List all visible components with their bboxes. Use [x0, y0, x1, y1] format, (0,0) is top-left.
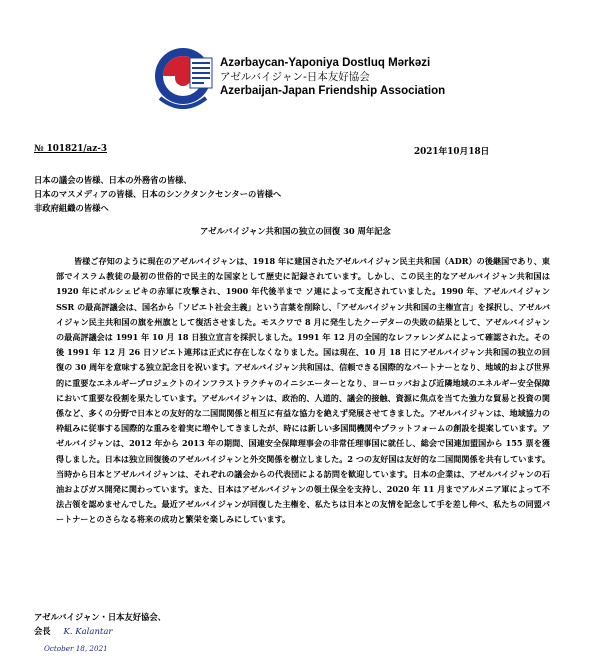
closing-line: アゼルバイジャン・日本友好協会、 — [34, 612, 166, 622]
org-name-en: Azerbaijan-Japan Friendship Association — [220, 85, 446, 97]
signature-date: October 18, 2021 — [44, 644, 108, 653]
body-paragraph: 皆様ご存知のように現在のアゼルバイジャンは、1918 年に建国されたアゼルバイジャン民主共和国（ADR）の後継国であり、東部でイスラム教徒の最初の世俗的で民主的な国家として歴史に記録されています。しかし、この民主的なアゼルバイジャン共和国は 1920 年にボルシェビキの赤軍に攻撃され、1900 年代後半まで ソ連によって支配されていました。1990 年、アゼルバイジャン SSR の最高評議会は、国名から「ソビエト社会主義」という言葉を削除し、「アゼルバイジャン共和国の主権宣言」を採択し、アゼルバイジャン民主共和国の旗を州旗として復活させました。モスクワで 8 月に発生したクーデターの失敗の結果として、アゼルバイジャンの最高評議会は 1991 年 10 月 18 日独立宣言を採択しました。1991 年 12 月の全国的なレファレンダムによって確認された。その後 1991 年 12 月 26 日ソビエト連邦は正式に存在しなくなりました。国は現在、10 月 18 日にアゼルバイジャン共和国の独立の回復の 30 周年を意味する独立記念日を祝います。アゼルバイジャン共和国は、信頼できる国際的なパートナーとなり、地域的および世界的に重要なエネルギープロジェクトのインフラストラクチャのイニシエーターとなり、ヨーロッパおよび近隣地域のエネルギー安全保障において重要な役割を果たしています。アゼルバイジャンは、政治的、人道的、議会的接触、資源に焦点を当てた強力な貿易と投資の関係など、多くの分野で日本との友好的な二国間関係と相互に有益な協力を絶えず発展させてきました。アゼルバイジャンは、地域協力の枠組みに従事する国際的な重みを着実に増やしてきましたが、時には新しい多国間機関やプラットフォームの創設を提案しています。アゼルバイジャンは、2012 年から 2013 年の期間、国連安全保障理事会の非常任理事国に就任し、総会で国連加盟国から 155 票を獲得しました。日本は独立回復後のアゼルバイジャンと外交関係を樹立しました。2 つの友好国は友好的な二国間関係を共有しています。当時から日本とアゼルバイジャンは、それぞれの議会からの代表団による訪問を歓迎しています。日本の企業は、アゼルバイジャンの石油およびガス開発に関わっています。また、日本はアゼルバイジャンの領土保全を支持し、2020 年 11 月までアルメニア軍によって不法占領を認めませんでした。最近アゼルバイジャンが回復した主権を、私たちは日本との友情を記念して手を差し伸べ、私たちの同盟パートナーとのさらなる将来の成功と繁栄を楽しみにしています。 — [56, 256, 550, 525]
addressee-line: 日本のマスメディアの皆様、日本のシンクタンクセンターの皆様へ — [34, 189, 282, 199]
letterhead — [150, 40, 470, 140]
association-logo-icon — [150, 40, 216, 128]
letter-body — [56, 254, 550, 528]
signer-title: 会長 — [34, 626, 51, 636]
org-name-ja: アゼルバイジャン-日本友好協会 — [220, 71, 370, 83]
addressee-line: 日本の議会の皆様、日本の外務省の皆様、 — [34, 175, 192, 185]
signature: K. Kalantar — [63, 627, 113, 637]
addressee-line: 非政府組織の皆様へ — [34, 203, 109, 213]
reference-number: № 101821/az-3 — [34, 144, 108, 154]
letter-subject: アゼルバイジャン共和国の独立の回復 30 周年記念 — [200, 226, 391, 236]
signature-line — [34, 625, 112, 637]
organization-name — [220, 56, 470, 98]
addressees — [34, 173, 534, 215]
letter-date: 2021年10月18日 — [414, 147, 490, 157]
org-name-az: Azərbaycan-Yaponiya Dostluq Mərkəzi — [220, 57, 431, 69]
